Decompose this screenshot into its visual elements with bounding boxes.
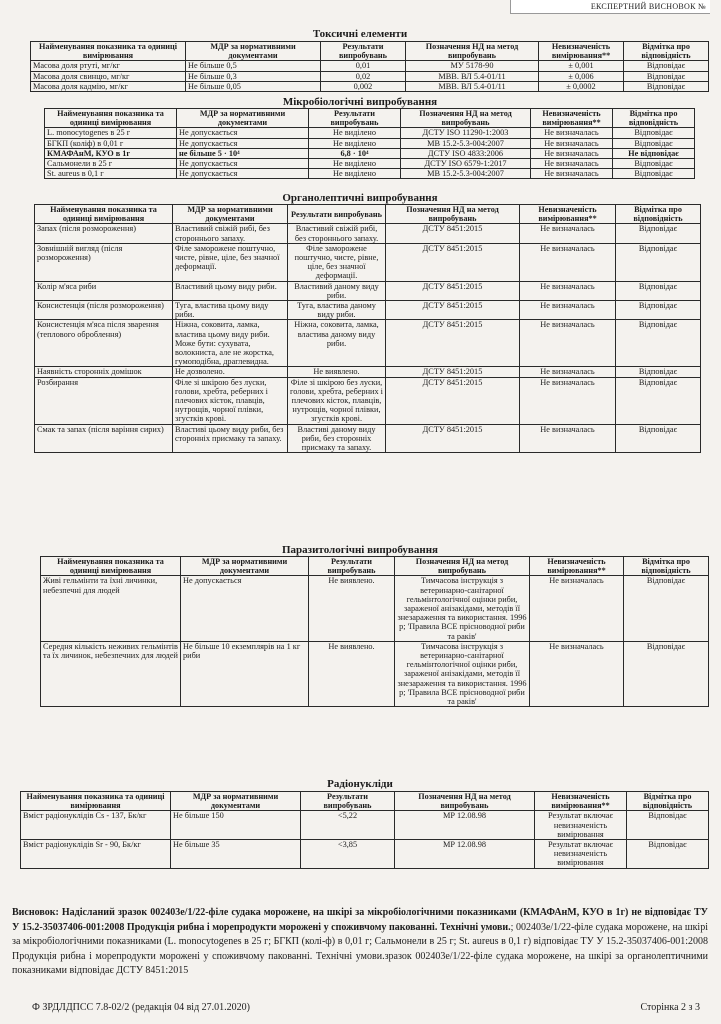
column-header: Найменування показника та одиниці вимірювання: [41, 557, 181, 576]
table-cell: Не виділено: [309, 138, 401, 148]
table-cell: Філе заморожене поштучно, чисте, рівне, ціле, без значної деформації.: [288, 243, 386, 281]
table-row: [45, 159, 695, 169]
table-cell: Ніжна, соковита, ламка, властива даному виду риби.: [288, 320, 386, 367]
table-row: [35, 424, 701, 453]
table-row: [31, 61, 709, 71]
table-cell: Не визначалась: [520, 224, 616, 243]
column-header: Найменування показника та одиниці вимірювання: [31, 42, 186, 61]
table-cell: ДСТУ 8451:2015: [386, 281, 520, 300]
column-header: МДР за нормативними документами: [173, 205, 288, 224]
column-header: Невизначеність вимірювання**: [535, 792, 627, 811]
column-header: Відмітка про відповідність: [616, 205, 701, 224]
table-cell: Результат включає невизначеність вимірювання: [535, 811, 627, 840]
table-cell: Відповідає: [624, 576, 709, 641]
table-cell: МР 12.08.98: [395, 840, 535, 869]
table-cell: Масова доля ртуті, мг/кг: [31, 61, 186, 71]
table-cell: Живі гельмінти та їхні личинки, небезпечні для людей: [41, 576, 181, 641]
table-cell: Відповідає: [616, 224, 701, 243]
table-row: [45, 169, 695, 179]
table-row: [21, 811, 709, 840]
table-header-row: [45, 109, 695, 128]
table-cell: МР 12.08.98: [395, 811, 535, 840]
table-cell: Не більше 10 екземплярів на 1 кг риби: [181, 641, 309, 706]
table-cell: Не більше 35: [171, 840, 301, 869]
column-header: Позначення НД на метод випробувань: [386, 205, 520, 224]
table-cell: Колір м'яса риби: [35, 281, 173, 300]
table-cell: Не відповідає: [613, 148, 695, 158]
table-cell: Туга, властива цьому виду риби.: [173, 301, 288, 320]
table-cell: Не допускається: [177, 138, 309, 148]
table-row: [45, 148, 695, 158]
table-row: [21, 840, 709, 869]
table-cell: Смак та запах (після варіння сирих): [35, 424, 173, 453]
table-cell: Середня кількість неживих гельмінтів та їх личинок, небезпечних для людей: [41, 641, 181, 706]
table-cell: Не визначалась: [531, 128, 613, 138]
form-code: Ф ЗРДЛДПСС 7.8-02/2 (редакція 04 від 27.01.2020): [32, 1002, 250, 1013]
table-row: [35, 377, 701, 424]
table-row: [35, 243, 701, 281]
table-cell: Відповідає: [624, 81, 709, 91]
table-cell: <5,22: [301, 811, 395, 840]
parasit-section-title: Паразитологічні випробування: [282, 544, 438, 556]
column-header: Відмітка про відповідність: [624, 557, 709, 576]
table-row: [31, 81, 709, 91]
column-header: Невизначеність вимірювання**: [520, 205, 616, 224]
table-cell: Не виявлено.: [309, 576, 395, 641]
table-cell: Не допускається: [177, 159, 309, 169]
table-cell: Властивий свіжій рибі, без стороннього запаху.: [173, 224, 288, 243]
table-cell: Не допускається: [177, 128, 309, 138]
column-header: Результати випробувань: [321, 42, 406, 61]
toxic-section-title: Токсичні елементи: [312, 28, 408, 40]
column-header: МДР за нормативними документами: [171, 792, 301, 811]
table-cell: Зовнішній вигляд (після розмороження): [35, 243, 173, 281]
table-cell: Не визначалась: [520, 377, 616, 424]
table-row: [35, 367, 701, 377]
conclusion-main: Надісланий зразок 002403е/1/22-філе судака морожене, на шкірі за мікробіологічними показниками (КМАФАнМ, КУО в 1г) не відповідає ТУ У 15.2-35037406-001:2008 Продукція рибна і морепродукти морожені у споживчому пакованні. Технічні умови.: [12, 907, 709, 933]
table-cell: Відповідає: [613, 159, 695, 169]
table-cell: Не визначалась: [531, 148, 613, 158]
table-cell: Не визначалась: [520, 243, 616, 281]
table-cell: МВВ. ВЛ 5.4-01/11: [406, 71, 539, 81]
conclusion: [12, 906, 708, 979]
table-cell: Не визначалась: [531, 138, 613, 148]
column-header: Найменування показника та одиниці вимірювання: [21, 792, 171, 811]
column-header: Відмітка про відповідність: [624, 42, 709, 61]
table-cell: Не визначалась: [520, 301, 616, 320]
table-cell: Відповідає: [616, 320, 701, 367]
table-cell: Сальмонели в 25 г: [45, 159, 177, 169]
table-cell: Філе заморожене поштучно, чисте, рівне, ціле, без значної деформації.: [173, 243, 288, 281]
column-header: МДР за нормативними документами: [186, 42, 321, 61]
column-header: Відмітка про відповідність: [627, 792, 709, 811]
column-header: МДР за нормативними документами: [177, 109, 309, 128]
table-row: [35, 320, 701, 367]
table-cell: L. monocytogenes в 25 г: [45, 128, 177, 138]
column-header: Невизначеність вимірювання**: [531, 109, 613, 128]
table-cell: Запах (після розмороження): [35, 224, 173, 243]
column-header: Результати випробувань: [309, 557, 395, 576]
table-cell: ДСТУ 8451:2015: [386, 424, 520, 453]
toxic-table: [30, 41, 709, 92]
column-header: Невизначеність вимірювання**: [530, 557, 624, 576]
column-header: Позначення НД на метод випробувань: [395, 792, 535, 811]
table-cell: МУ 5178-90: [406, 61, 539, 71]
table-cell: Вміст радіонуклідів Sr - 90, Бк/кг: [21, 840, 171, 869]
table-cell: Консистенція м'яса після зварення (теплового оброблення): [35, 320, 173, 367]
table-cell: Не визначалась: [530, 576, 624, 641]
table-cell: Розбирання: [35, 377, 173, 424]
table-cell: Не допускається: [177, 169, 309, 179]
table-cell: ± 0,006: [539, 71, 624, 81]
table-cell: Результат включає невизначеність вимірювання: [535, 840, 627, 869]
document-header: ЕКСПЕРТНИЙ ВИСНОВОК №: [510, 0, 710, 14]
column-header: Позначення НД на метод випробувань: [401, 109, 531, 128]
table-cell: Не визначалась: [520, 367, 616, 377]
table-cell: 6,8 · 10⁴: [309, 148, 401, 158]
table-cell: Властивий свіжій рибі, без стороннього запаху.: [288, 224, 386, 243]
column-header: Позначення НД на метод випробувань: [406, 42, 539, 61]
column-header: Результати випробувань: [288, 205, 386, 224]
table-cell: Не більше 0,3: [186, 71, 321, 81]
table-cell: не більше 5 · 10⁴: [177, 148, 309, 158]
table-cell: Не виявлено.: [288, 367, 386, 377]
table-cell: Не більше 150: [171, 811, 301, 840]
parasit-table: [40, 556, 709, 707]
table-row: [35, 224, 701, 243]
table-cell: Наявність сторонніх домішок: [35, 367, 173, 377]
table-cell: ДСТУ 8451:2015: [386, 320, 520, 367]
table-cell: Масова доля свинцю, мг/кг: [31, 71, 186, 81]
table-cell: Тимчасова інструкція з ветеринарно-санітарної гельмінтологічної оцінки риби, зараженої анізакідами, методів її знезараження та використання. 1996 р; 'Правила ВСЕ прісноводної риби та раків': [395, 576, 530, 641]
organo-table: [34, 204, 701, 453]
table-cell: МВВ. ВЛ 5.4-01/11: [406, 81, 539, 91]
table-cell: Масова доля кадмію, мг/кг: [31, 81, 186, 91]
table-cell: Відповідає: [616, 424, 701, 453]
column-header: Найменування показника та одиниці вимірювання: [35, 205, 173, 224]
table-row: [35, 281, 701, 300]
table-cell: ДСТУ 8451:2015: [386, 377, 520, 424]
column-header: Результати випробувань: [301, 792, 395, 811]
table-cell: <3,85: [301, 840, 395, 869]
table-row: [41, 576, 709, 641]
table-row: [41, 641, 709, 706]
table-cell: Не більше 0,05: [186, 81, 321, 91]
table-cell: Відповідає: [616, 243, 701, 281]
table-cell: Не виділено: [309, 159, 401, 169]
table-cell: Філе зі шкірою без луски, голови, хребта, реберних і плечових кісток, плавців, нутрощів, чорної плівки, згустків крові.: [288, 377, 386, 424]
table-cell: Властиві цьому виду риби, без сторонніх присмаку та запаху.: [173, 424, 288, 453]
table-cell: ± 0,0002: [539, 81, 624, 91]
table-cell: Не визначалась: [530, 641, 624, 706]
table-cell: Не виділено: [309, 169, 401, 179]
table-cell: 0,01: [321, 61, 406, 71]
table-cell: Не більше 0,5: [186, 61, 321, 71]
table-cell: Відповідає: [624, 61, 709, 71]
table-cell: КМАФАнМ, КУО в 1г: [45, 148, 177, 158]
table-cell: Не дозволено.: [173, 367, 288, 377]
micro-table: [44, 108, 695, 179]
table-cell: Не визначалась: [520, 281, 616, 300]
table-cell: Не визначалась: [531, 159, 613, 169]
table-cell: Не виділено: [309, 128, 401, 138]
page-number: Сторінка 2 з 3: [640, 1002, 700, 1013]
table-cell: Властивий даному виду риби.: [288, 281, 386, 300]
table-cell: Відповідає: [627, 840, 709, 869]
table-cell: Відповідає: [627, 811, 709, 840]
table-cell: Філе зі шкірою без луски, голови, хребта, реберних і плечових кісток, плавців, нутрощів, чорної плівки, згустків крові.: [173, 377, 288, 424]
table-cell: МВ 15.2-5.3-004:2007: [401, 138, 531, 148]
table-cell: ДСТУ ISO 4833:2006: [401, 148, 531, 158]
table-cell: ДСТУ 8451:2015: [386, 243, 520, 281]
column-header: Позначення НД на метод випробувань: [395, 557, 530, 576]
table-cell: Відповідає: [613, 169, 695, 179]
table-cell: Відповідає: [613, 138, 695, 148]
table-row: [45, 138, 695, 148]
micro-section-title: Мікробіологічні випробування: [282, 96, 438, 108]
table-cell: Тимчасова інструкція з ветеринарно-санітарної гельмінтологічної оцінки риби, зараженої анізакідами, методів її знезараження та використання. 1996 р; 'Правила ВСЕ прісноводної риби та раків': [395, 641, 530, 706]
organo-section-title: Органолептичні випробування: [282, 192, 438, 204]
column-header: Відмітка про відповідність: [613, 109, 695, 128]
table-cell: Не визначалась: [520, 424, 616, 453]
table-header-row: [41, 557, 709, 576]
table-cell: ДСТУ 8451:2015: [386, 301, 520, 320]
column-header: МДР за нормативними документами: [181, 557, 309, 576]
table-cell: Не визначалась: [520, 320, 616, 367]
table-cell: Відповідає: [616, 301, 701, 320]
column-header: Невизначеність вимірювання**: [539, 42, 624, 61]
table-cell: ДСТУ 8451:2015: [386, 367, 520, 377]
table-cell: St. aureus в 0,1 г: [45, 169, 177, 179]
radio-section-title: Радіонукліди: [327, 778, 393, 790]
table-cell: ДСТУ ISO 11290-1:2003: [401, 128, 531, 138]
table-cell: Не визначалась: [531, 169, 613, 179]
table-cell: Відповідає: [624, 641, 709, 706]
column-header: Результати випробувань: [309, 109, 401, 128]
table-cell: Відповідає: [624, 71, 709, 81]
conclusion-label: Висновок:: [12, 907, 59, 918]
table-row: [31, 71, 709, 81]
table-cell: Властивий цьому виду риби.: [173, 281, 288, 300]
table-cell: Не допускається: [181, 576, 309, 641]
table-header-row: [31, 42, 709, 61]
table-cell: Консистенція (після розмороження): [35, 301, 173, 320]
table-cell: 0,02: [321, 71, 406, 81]
table-cell: 0,002: [321, 81, 406, 91]
table-cell: ДСТУ ISO 6579-1:2017: [401, 159, 531, 169]
table-cell: ± 0,001: [539, 61, 624, 71]
table-cell: МВ 15.2-5.3-004:2007: [401, 169, 531, 179]
table-cell: Туга, властива даному виду риби.: [288, 301, 386, 320]
document-page: [10, 0, 710, 1024]
table-cell: Відповідає: [616, 377, 701, 424]
table-header-row: [35, 205, 701, 224]
table-header-row: [21, 792, 709, 811]
conclusion-detail: ; 002403е/1/22-філе судака морожене, на шкірі за мікробіологічними показниками (L. monocytogenes в 25 г; БГКП (колі-ф) в 0,01 г; Сальмонели в 25 г; St. aureus в 0,1 г) відповідає ТУ У 15.2-35037406-001:2008 Продукція рибна і морепродукти морожені у споживчому пакованні. Технічні умови.зразок 002403е/1/22-філе судака морожене, на шкірі за органолептичними показниками відповідає ДСТУ 8451:2015: [12, 921, 708, 976]
table-cell: ДСТУ 8451:2015: [386, 224, 520, 243]
table-row: [45, 128, 695, 138]
radio-table: [20, 791, 709, 869]
table-row: [35, 301, 701, 320]
table-cell: Вміст радіонуклідів Cs - 137, Бк/кг: [21, 811, 171, 840]
table-cell: Відповідає: [613, 128, 695, 138]
column-header: Найменування показника та одиниці вимірювання: [45, 109, 177, 128]
table-cell: Ніжна, соковита, ламка, властива цьому виду риби. Може бути: сухувата, волокниста, але не жорстка, гумоподібна, драглевидна.: [173, 320, 288, 367]
table-cell: БГКП (коліф) в 0,01 г: [45, 138, 177, 148]
table-cell: Відповідає: [616, 367, 701, 377]
table-cell: Відповідає: [616, 281, 701, 300]
table-cell: Не виявлено.: [309, 641, 395, 706]
table-cell: Властиві даному виду риби, без сторонніх присмаку та запаху.: [288, 424, 386, 453]
